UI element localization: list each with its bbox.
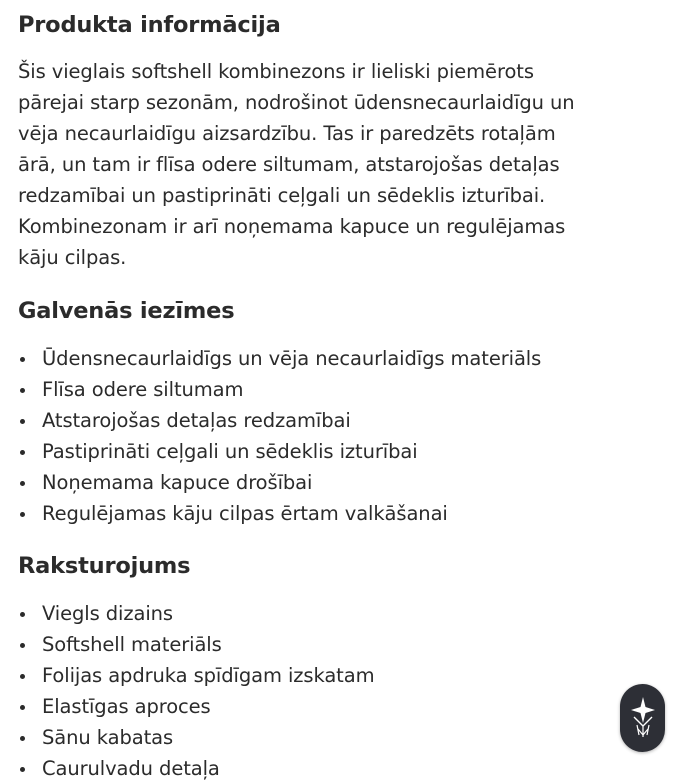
list-item: Pastiprināti ceļgali un sēdeklis izturībai	[18, 436, 541, 467]
list-item: Regulējamas kāju cilpas ērtam valkāšanai	[18, 498, 541, 529]
description-line: redzamībai un pastiprināti ceļgali un sēdeklis izturībai.	[18, 184, 546, 207]
list-item: Noņemama kapuce drošībai	[18, 467, 541, 498]
section-title-product-info: Produkta informācija	[18, 12, 281, 38]
assistant-button[interactable]	[620, 684, 665, 752]
section-title-characteristics: Raksturojums	[18, 553, 191, 579]
list-item: Viegls dizains	[18, 598, 374, 629]
description-line: pārejai starp sezonām, nodrošinot ūdensnecaurlaidīgu un	[18, 91, 575, 114]
characteristics-list	[18, 598, 374, 784]
list-item: Softshell materiāls	[18, 629, 374, 660]
description-line: vēja necaurlaidīgu aizsardzību. Tas ir paredzēts rotaļām	[18, 122, 556, 145]
list-item: Folijas apdruka spīdīgam izskatam	[18, 660, 374, 691]
list-item: Sānu kabatas	[18, 722, 374, 753]
description-line: Šis vieglais softshell kombinezons ir lieliski piemērots	[18, 60, 534, 83]
list-item: Flīsa odere siltumam	[18, 374, 541, 405]
description-line: ārā, un tam ir flīsa odere siltumam, atstarojošas detaļas	[18, 153, 560, 176]
list-item: Caurulvadu detaļa	[18, 753, 374, 784]
product-description-text	[18, 56, 638, 273]
sparkle-assistant-icon	[628, 695, 658, 741]
section-title-highlights: Galvenās iezīmes	[18, 298, 235, 324]
list-item: Atstarojošas detaļas redzamībai	[18, 405, 541, 436]
list-item: Ūdensnecaurlaidīgs un vēja necaurlaidīgs materiāls	[18, 343, 541, 374]
list-item: Elastīgas aproces	[18, 691, 374, 722]
description-line: kāju cilpas.	[18, 246, 127, 269]
highlights-list	[18, 343, 541, 529]
description-line: Kombinezonam ir arī noņemama kapuce un regulējamas	[18, 215, 566, 238]
